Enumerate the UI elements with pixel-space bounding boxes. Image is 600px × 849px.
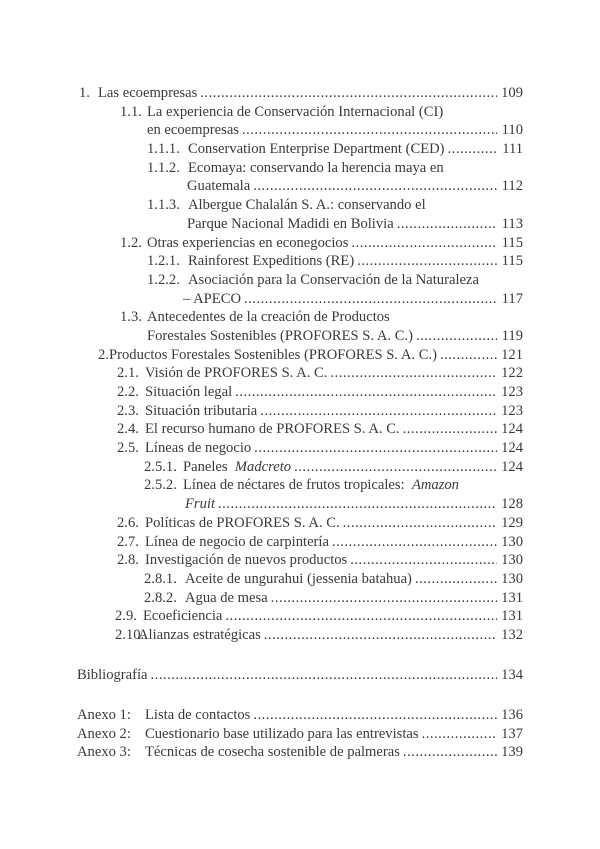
dot-leader <box>350 551 497 570</box>
entry-number: 2.5.2. <box>144 477 177 494</box>
dot-leader <box>244 290 497 309</box>
dot-leader <box>440 346 497 365</box>
entry-title-italic: Amazon <box>411 477 459 494</box>
entry-number: 1.1.2. <box>147 159 180 176</box>
toc-entry-annex[interactable] <box>77 743 523 762</box>
page-number: 130 <box>501 570 523 587</box>
annex-number: Anexo 2: <box>77 725 131 742</box>
page-number: 124 <box>501 440 523 457</box>
entry-number: 2.5.1. <box>144 458 177 475</box>
page-number: 137 <box>501 725 523 742</box>
page-number: 110 <box>501 122 523 139</box>
toc-entry[interactable] <box>144 570 523 589</box>
page-number: 131 <box>501 589 523 606</box>
entry-number: 2.7. <box>117 533 139 550</box>
dot-leader <box>254 439 497 458</box>
entry-title: Productos Forestales Sostenibles (PROFORES S. A. C.) <box>109 346 437 363</box>
toc-entry[interactable] <box>98 346 523 365</box>
toc-entry[interactable] <box>147 140 523 159</box>
dot-leader <box>253 177 497 196</box>
toc-entry-continuation[interactable] <box>187 177 523 196</box>
entry-title: Bibliografía <box>77 666 148 683</box>
page-number: 119 <box>501 327 523 344</box>
page-number: 129 <box>501 514 523 531</box>
entry-number: 2.1. <box>117 365 139 382</box>
toc-entry-continuation[interactable] <box>147 121 523 140</box>
entry-number: 1.2.1. <box>147 253 180 270</box>
dot-leader <box>151 666 497 685</box>
toc-entry[interactable] <box>117 383 523 402</box>
entry-number: 2. <box>98 346 109 363</box>
entry-title: El recurso humano de PROFORES S. A. C. <box>145 421 400 438</box>
toc-entry[interactable] <box>147 196 523 215</box>
page-number: 109 <box>501 85 523 101</box>
dot-leader <box>332 533 497 552</box>
annex-number: Anexo 3: <box>77 744 131 761</box>
dot-leader <box>260 402 497 421</box>
toc-entry[interactable] <box>79 84 523 103</box>
toc-entry[interactable] <box>117 364 523 383</box>
dot-leader <box>294 458 497 477</box>
page-number: 123 <box>501 402 523 419</box>
toc-entry-continuation[interactable] <box>147 327 523 346</box>
entry-title: Cuestionario base utilizado para las entrevistas <box>145 725 419 742</box>
toc-entry-continuation[interactable] <box>187 215 523 234</box>
dot-leader <box>415 570 497 589</box>
table-of-contents <box>0 84 600 762</box>
dot-leader <box>397 215 497 234</box>
entry-title: Rainforest Expeditions (RE) <box>188 253 355 270</box>
page-number: 113 <box>501 215 523 232</box>
toc-entry-annex[interactable] <box>77 725 523 744</box>
page-number: 124 <box>501 421 523 438</box>
page-number: 111 <box>502 141 523 158</box>
dot-leader <box>422 725 497 744</box>
page-number: 124 <box>501 458 523 475</box>
dot-leader <box>448 140 497 159</box>
entry-title: Antecedentes de la creación de Productos <box>147 309 390 326</box>
entry-title: Visión de PROFORES S. A. C. <box>145 365 328 382</box>
entry-title: Conservation Enterprise Department (CED) <box>188 141 445 158</box>
entry-number: 2.8.1. <box>144 570 177 587</box>
page-number: 122 <box>501 365 523 382</box>
entry-title-italic: Madcreto <box>234 458 292 475</box>
toc-entry[interactable] <box>117 514 523 533</box>
entry-number: 2.10. <box>115 626 145 643</box>
toc-entry-continuation[interactable] <box>183 290 523 309</box>
entry-title: Las ecoempresas <box>98 85 198 101</box>
dot-leader <box>330 364 497 383</box>
entry-title: Agua de mesa <box>185 589 268 606</box>
page-number: 115 <box>501 234 523 251</box>
entry-title: Ecomaya: conservando la herencia maya en <box>188 159 444 176</box>
toc-entry-annex[interactable] <box>77 706 523 725</box>
toc-entry[interactable] <box>147 252 523 271</box>
entry-title-cont: – APECO <box>183 290 241 307</box>
toc-entry[interactable] <box>120 308 523 327</box>
dot-leader <box>403 420 497 439</box>
entry-number: 1. <box>79 85 90 101</box>
entry-number: 1.2.2. <box>147 271 180 288</box>
entry-title-text: Línea de néctares de frutos tropicales: <box>183 477 409 494</box>
entry-title-cont: Parque Nacional Madidi en Bolivia <box>187 215 394 232</box>
entry-title: Situación legal <box>145 384 233 400</box>
entry-number: 2.3. <box>117 402 139 419</box>
toc-entry-bibliography[interactable] <box>77 666 523 685</box>
toc-entry[interactable] <box>117 439 523 458</box>
toc-entry[interactable] <box>117 551 523 570</box>
entry-number: 1.1.3. <box>147 197 180 214</box>
entry-title: Albergue Chalalán S. A.: conservando el <box>188 197 426 214</box>
dot-leader <box>416 327 497 346</box>
toc-entry[interactable] <box>115 607 523 626</box>
entry-title: Lista de contactos <box>145 706 251 723</box>
dot-leader <box>200 84 497 103</box>
entry-title-cont: Fruit <box>185 496 215 513</box>
dot-leader <box>218 495 497 514</box>
toc-entry[interactable] <box>117 533 523 552</box>
entry-number: 1.1. <box>120 103 142 120</box>
entry-title: La experiencia de Conservación Internacional (CI) <box>147 103 444 120</box>
page-number: 123 <box>501 384 523 400</box>
page-number: 117 <box>501 290 523 307</box>
page-number: 131 <box>501 608 523 625</box>
entry-number: 2.8. <box>117 552 139 569</box>
entry-title: Línea de negocio de carpintería <box>145 533 329 550</box>
entry-title-cont: Forestales Sostenibles (PROFORES S. A. C.) <box>147 327 413 344</box>
entry-number: 1.2. <box>120 234 142 251</box>
page-number: 115 <box>501 253 523 270</box>
entry-title: Ecoeficiencia <box>143 608 223 625</box>
dot-leader <box>357 252 497 271</box>
entry-title: Técnicas de cosecha sostenible de palmeras <box>145 744 400 761</box>
toc-entry[interactable] <box>147 159 523 178</box>
toc-entry[interactable] <box>120 234 523 253</box>
toc-entry[interactable] <box>144 589 523 608</box>
dot-leader <box>253 706 497 725</box>
entry-title <box>183 458 291 477</box>
dot-leader <box>225 607 497 626</box>
toc-entry-continuation[interactable] <box>185 495 523 514</box>
dot-leader <box>264 626 497 645</box>
entry-title: Investigación de nuevos productos <box>145 552 348 569</box>
toc-entry[interactable] <box>144 458 523 477</box>
entry-title: Líneas de negocio <box>145 440 252 457</box>
entry-title <box>183 476 459 495</box>
page-number: 128 <box>501 496 523 513</box>
entry-title: Alianzas estratégicas <box>138 626 261 643</box>
entry-title: Situación tributaria <box>145 402 258 419</box>
page-number: 121 <box>501 346 523 363</box>
dot-leader <box>403 743 497 762</box>
dot-leader <box>235 383 497 402</box>
dot-leader <box>242 121 497 140</box>
entry-title: Políticas de PROFORES S. A. C. <box>145 514 340 531</box>
entry-number: 2.2. <box>117 384 139 400</box>
toc-entry[interactable] <box>147 271 523 290</box>
entry-title-text: Paneles <box>183 458 232 475</box>
toc-entry[interactable] <box>115 626 523 645</box>
entry-title: Asociación para la Conservación de la Naturaleza <box>188 271 479 288</box>
entry-title: Aceite de ungurahui (jessenia batahua) <box>185 570 412 587</box>
dot-leader <box>271 589 497 608</box>
page-number: 112 <box>501 178 523 195</box>
page-number: 130 <box>501 552 523 569</box>
entry-title-cont: en ecoempresas <box>147 122 239 139</box>
entry-title: Otras experiencias en econegocios <box>147 234 349 251</box>
page-number: 132 <box>501 626 523 643</box>
page-number: 134 <box>501 666 523 683</box>
toc-entry[interactable] <box>117 402 523 421</box>
dot-leader <box>351 234 497 253</box>
entry-number: 2.4. <box>117 421 139 438</box>
entry-number: 2.5. <box>117 440 139 457</box>
entry-number: 1.3. <box>120 309 142 326</box>
entry-number: 2.8.2. <box>144 589 177 606</box>
page-number: 130 <box>501 533 523 550</box>
annex-number: Anexo 1: <box>77 706 131 723</box>
entry-number: 2.6. <box>117 514 139 531</box>
dot-leader <box>343 514 497 533</box>
page-number: 139 <box>501 744 523 761</box>
toc-entry[interactable] <box>117 420 523 439</box>
page-number: 136 <box>501 706 523 723</box>
entry-number: 1.1.1. <box>147 141 180 158</box>
toc-entry[interactable] <box>120 103 523 122</box>
toc-entry[interactable] <box>144 476 523 495</box>
entry-number: 2.9. <box>115 608 137 625</box>
entry-title-cont: Guatemala <box>187 178 251 195</box>
